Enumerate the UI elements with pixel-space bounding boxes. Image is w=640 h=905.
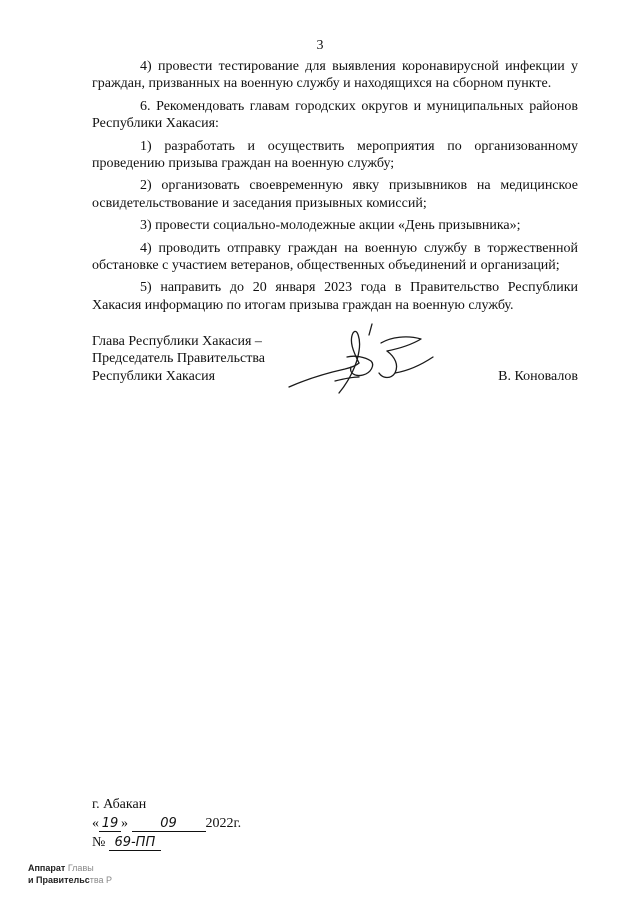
- date-month-handwritten: 09: [132, 817, 206, 832]
- issue-city: г. Абакан: [92, 797, 147, 812]
- signatory-title-line: Председатель Правительства: [92, 351, 265, 367]
- registration-stamp: [28, 862, 112, 886]
- signatory-title-line: Республики Хакасия: [92, 368, 216, 384]
- stamp-text-faded: тва Р: [89, 875, 113, 885]
- document-footer: [92, 795, 352, 852]
- paragraph: 3) провести социально-молодежные акции «День призывника»;: [140, 218, 521, 234]
- document-number: [92, 833, 352, 852]
- paragraph: 2) организовать своевременную явку призывников на медицинское освидетельствование и заседания призывных комиссий;: [92, 178, 578, 211]
- paragraph: 1) разработать и осуществить мероприятия по организованному проведению призыва граждан на военную службу;: [92, 138, 578, 172]
- signatory-name: В. Коновалов: [498, 369, 578, 384]
- paragraph: 5) направить до 20 января 2023 года в Правительство Республики Хакасия информацию по итогам призыва граждан на военную службу.: [92, 280, 578, 313]
- stamp-text: и Правительс: [28, 875, 90, 885]
- date-quote-open: «: [92, 816, 99, 831]
- paragraph: 4) проводить отправку граждан на военную службу в торжественной обстановке с участием ветеранов, общественных объединений и организаций;: [92, 240, 578, 274]
- number-prefix: №: [92, 835, 106, 850]
- number-handwritten: 69-ПП: [109, 836, 161, 851]
- page-number: 3: [316, 38, 324, 53]
- signatory-title: [92, 333, 265, 385]
- paragraph: 4) провести тестирование для выявления коронавирусной инфекции у граждан, призванных на военную службу и находящихся на сборном пункте.: [92, 59, 578, 92]
- signature-block: [92, 333, 578, 413]
- stamp-text: Аппарат: [28, 863, 66, 873]
- paragraph: 6. Рекомендовать главам городских округов и муниципальных районов Республики Хакасия:: [92, 98, 578, 132]
- signatory-title-line: Глава Республики Хакасия –: [92, 334, 262, 349]
- date-year: 2022г.: [205, 816, 242, 831]
- stamp-text-faded: Главы: [67, 863, 94, 873]
- handwritten-signature: [287, 321, 447, 401]
- issue-date: [92, 814, 352, 833]
- date-day-handwritten: 19: [99, 817, 121, 832]
- document-body: [92, 58, 578, 319]
- date-quote-close: »: [121, 816, 128, 831]
